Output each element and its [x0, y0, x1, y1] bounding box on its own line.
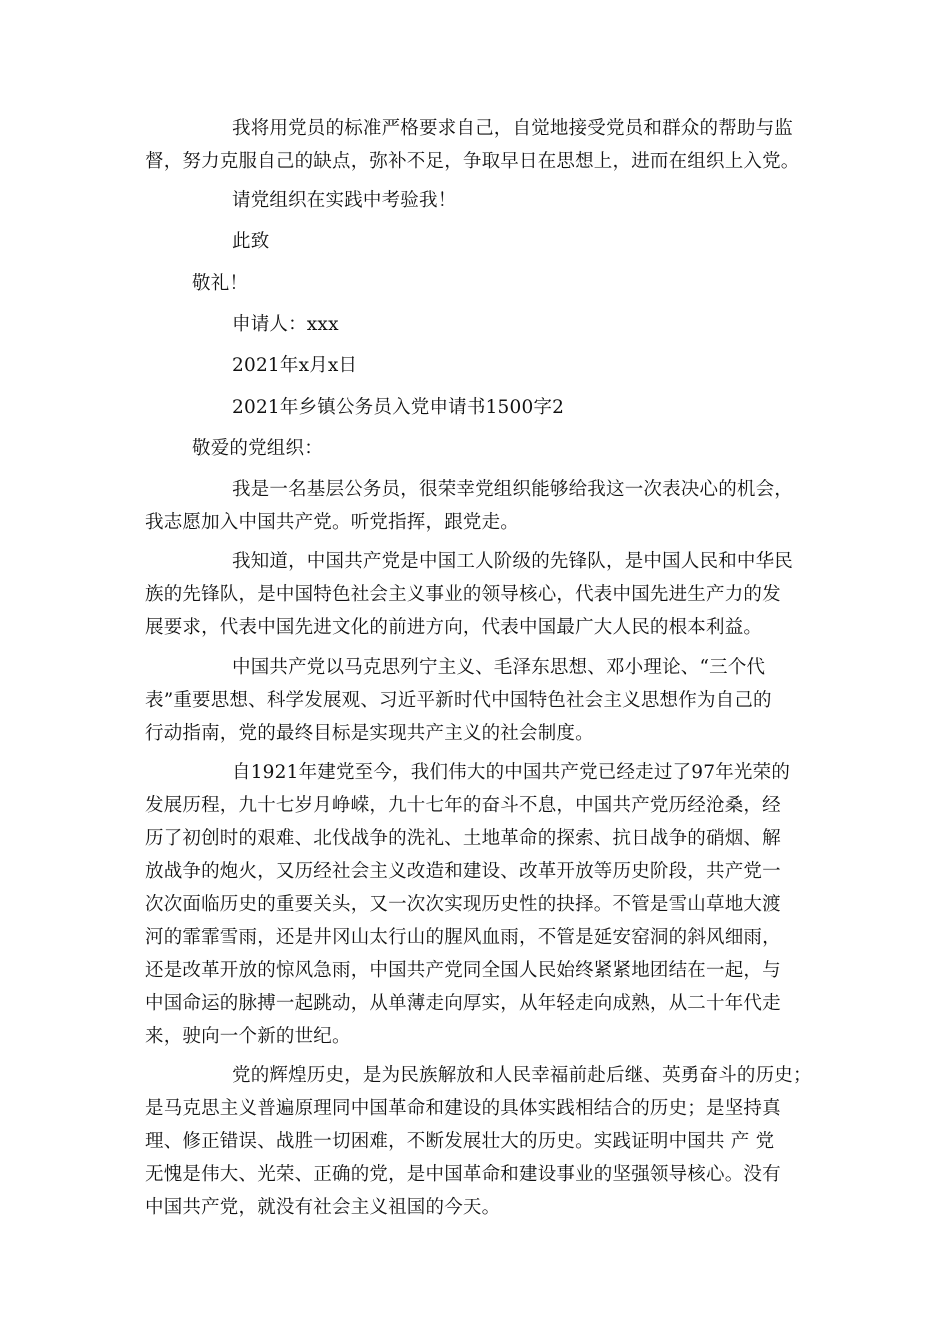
text-line: 来，驶向一个新的世纪。: [145, 1026, 351, 1047]
paragraph-test-request: [145, 184, 805, 217]
text-line: 放战争的炮火，又历经社会主义改造和建设、改革开放等历史阶段，共产党一: [145, 861, 781, 882]
text-line: 我知道，中国共产党是中国工人阶级的先锋队，是中国人民和中华民: [232, 551, 794, 572]
paragraph-history: [145, 756, 805, 1053]
text-line: 展要求，代表中国先进文化的前进方向，代表中国最广大人民的根本利益。: [145, 617, 763, 638]
text-line: 自1921年建党至今，我们伟大的中国共产党已经走过了97年光荣的: [232, 762, 791, 783]
text-line: 我是一名基层公务员，很荣幸党组织能够给我这一次表决心的机会，: [232, 479, 794, 500]
text-line: 理、修正错误、战胜一切困难，不断发展壮大的历史。实践证明中国共 产 党: [145, 1131, 775, 1152]
text-line: 我志愿加入中国共产党。听党指挥，跟党走。: [145, 512, 520, 533]
paragraph-intro: [145, 473, 805, 539]
text-line: 中国共产党，就没有社会主义祖国的今天。: [145, 1197, 501, 1218]
section-title: [145, 391, 805, 424]
text-line: 此致: [232, 231, 270, 252]
paragraph-salute: [145, 267, 805, 300]
text-line: 中国命运的脉搏一起跳动，从单薄走向厚实，从年轻走向成熟，从二十年代走: [145, 993, 781, 1014]
text-line: 是马克思主义普遍原理同中国革命和建设的具体实践相结合的历史；是坚持真: [145, 1098, 781, 1119]
paragraph-glorious-history: [145, 1059, 812, 1224]
text-line: 无愧是伟大、光荣、正确的党，是中国革命和建设事业的坚强领导核心。没有: [145, 1164, 781, 1185]
text-line: 敬爱的党组织：: [192, 438, 323, 459]
paragraph-closing: [145, 225, 805, 258]
text-line: 督，努力克服自己的缺点，弥补不足，争取早日在思想上，进而在组织上入党。: [145, 151, 800, 172]
text-line: 表”重要思想、科学发展观、习近平新时代中国特色社会主义思想作为自己的: [145, 690, 772, 711]
text-line: 敬礼！: [192, 273, 249, 294]
applicant-line: [145, 308, 805, 341]
text-line: 党的辉煌历史，是为民族解放和人民幸福前赴后继、英勇奋斗的历史；: [232, 1065, 812, 1086]
text-line: 次次面临历史的重要关头，又一次次实现历史性的抉择。不管是雪山草地大渡: [145, 894, 781, 915]
text-line: 族的先锋队，是中国特色社会主义事业的领导核心，代表中国先进生产力的发: [145, 584, 781, 605]
text-line: 2021年乡镇公务员入党申请书1500字2: [232, 397, 565, 418]
text-line: 2021年x月x日: [232, 355, 358, 376]
paragraph-party-nature: [145, 545, 805, 644]
text-line: 河的霏霏雪雨，还是井冈山太行山的腥风血雨，不管是延安窑洞的斜风细雨，: [145, 927, 781, 948]
text-line: 我将用党员的标准严格要求自己，自觉地接受党员和群众的帮助与监: [232, 118, 794, 139]
text-line: 申请人：xxx: [232, 314, 339, 335]
salutation: [145, 432, 805, 465]
text-line: 还是改革开放的惊风急雨，中国共产党同全国人民始终紧紧地团结在一起，与: [145, 960, 781, 981]
text-line: 发展历程，九十七岁月峥嵘，九十七年的奋斗不息，中国共产党历经沧桑，经: [145, 795, 781, 816]
paragraph-self-discipline: [145, 112, 805, 178]
paragraph-guiding-thought: [145, 651, 805, 750]
date-line: [145, 349, 805, 382]
text-line: 行动指南，党的最终目标是实现共产主义的社会制度。: [145, 723, 594, 744]
text-line: 中国共产党以马克思列宁主义、毛泽东思想、邓小理论、“三个代: [232, 657, 766, 678]
text-line: 请党组织在实践中考验我！: [232, 190, 457, 211]
text-line: 历了初创时的艰难、北伐战争的洗礼、土地革命的探索、抗日战争的硝烟、解: [145, 828, 781, 849]
